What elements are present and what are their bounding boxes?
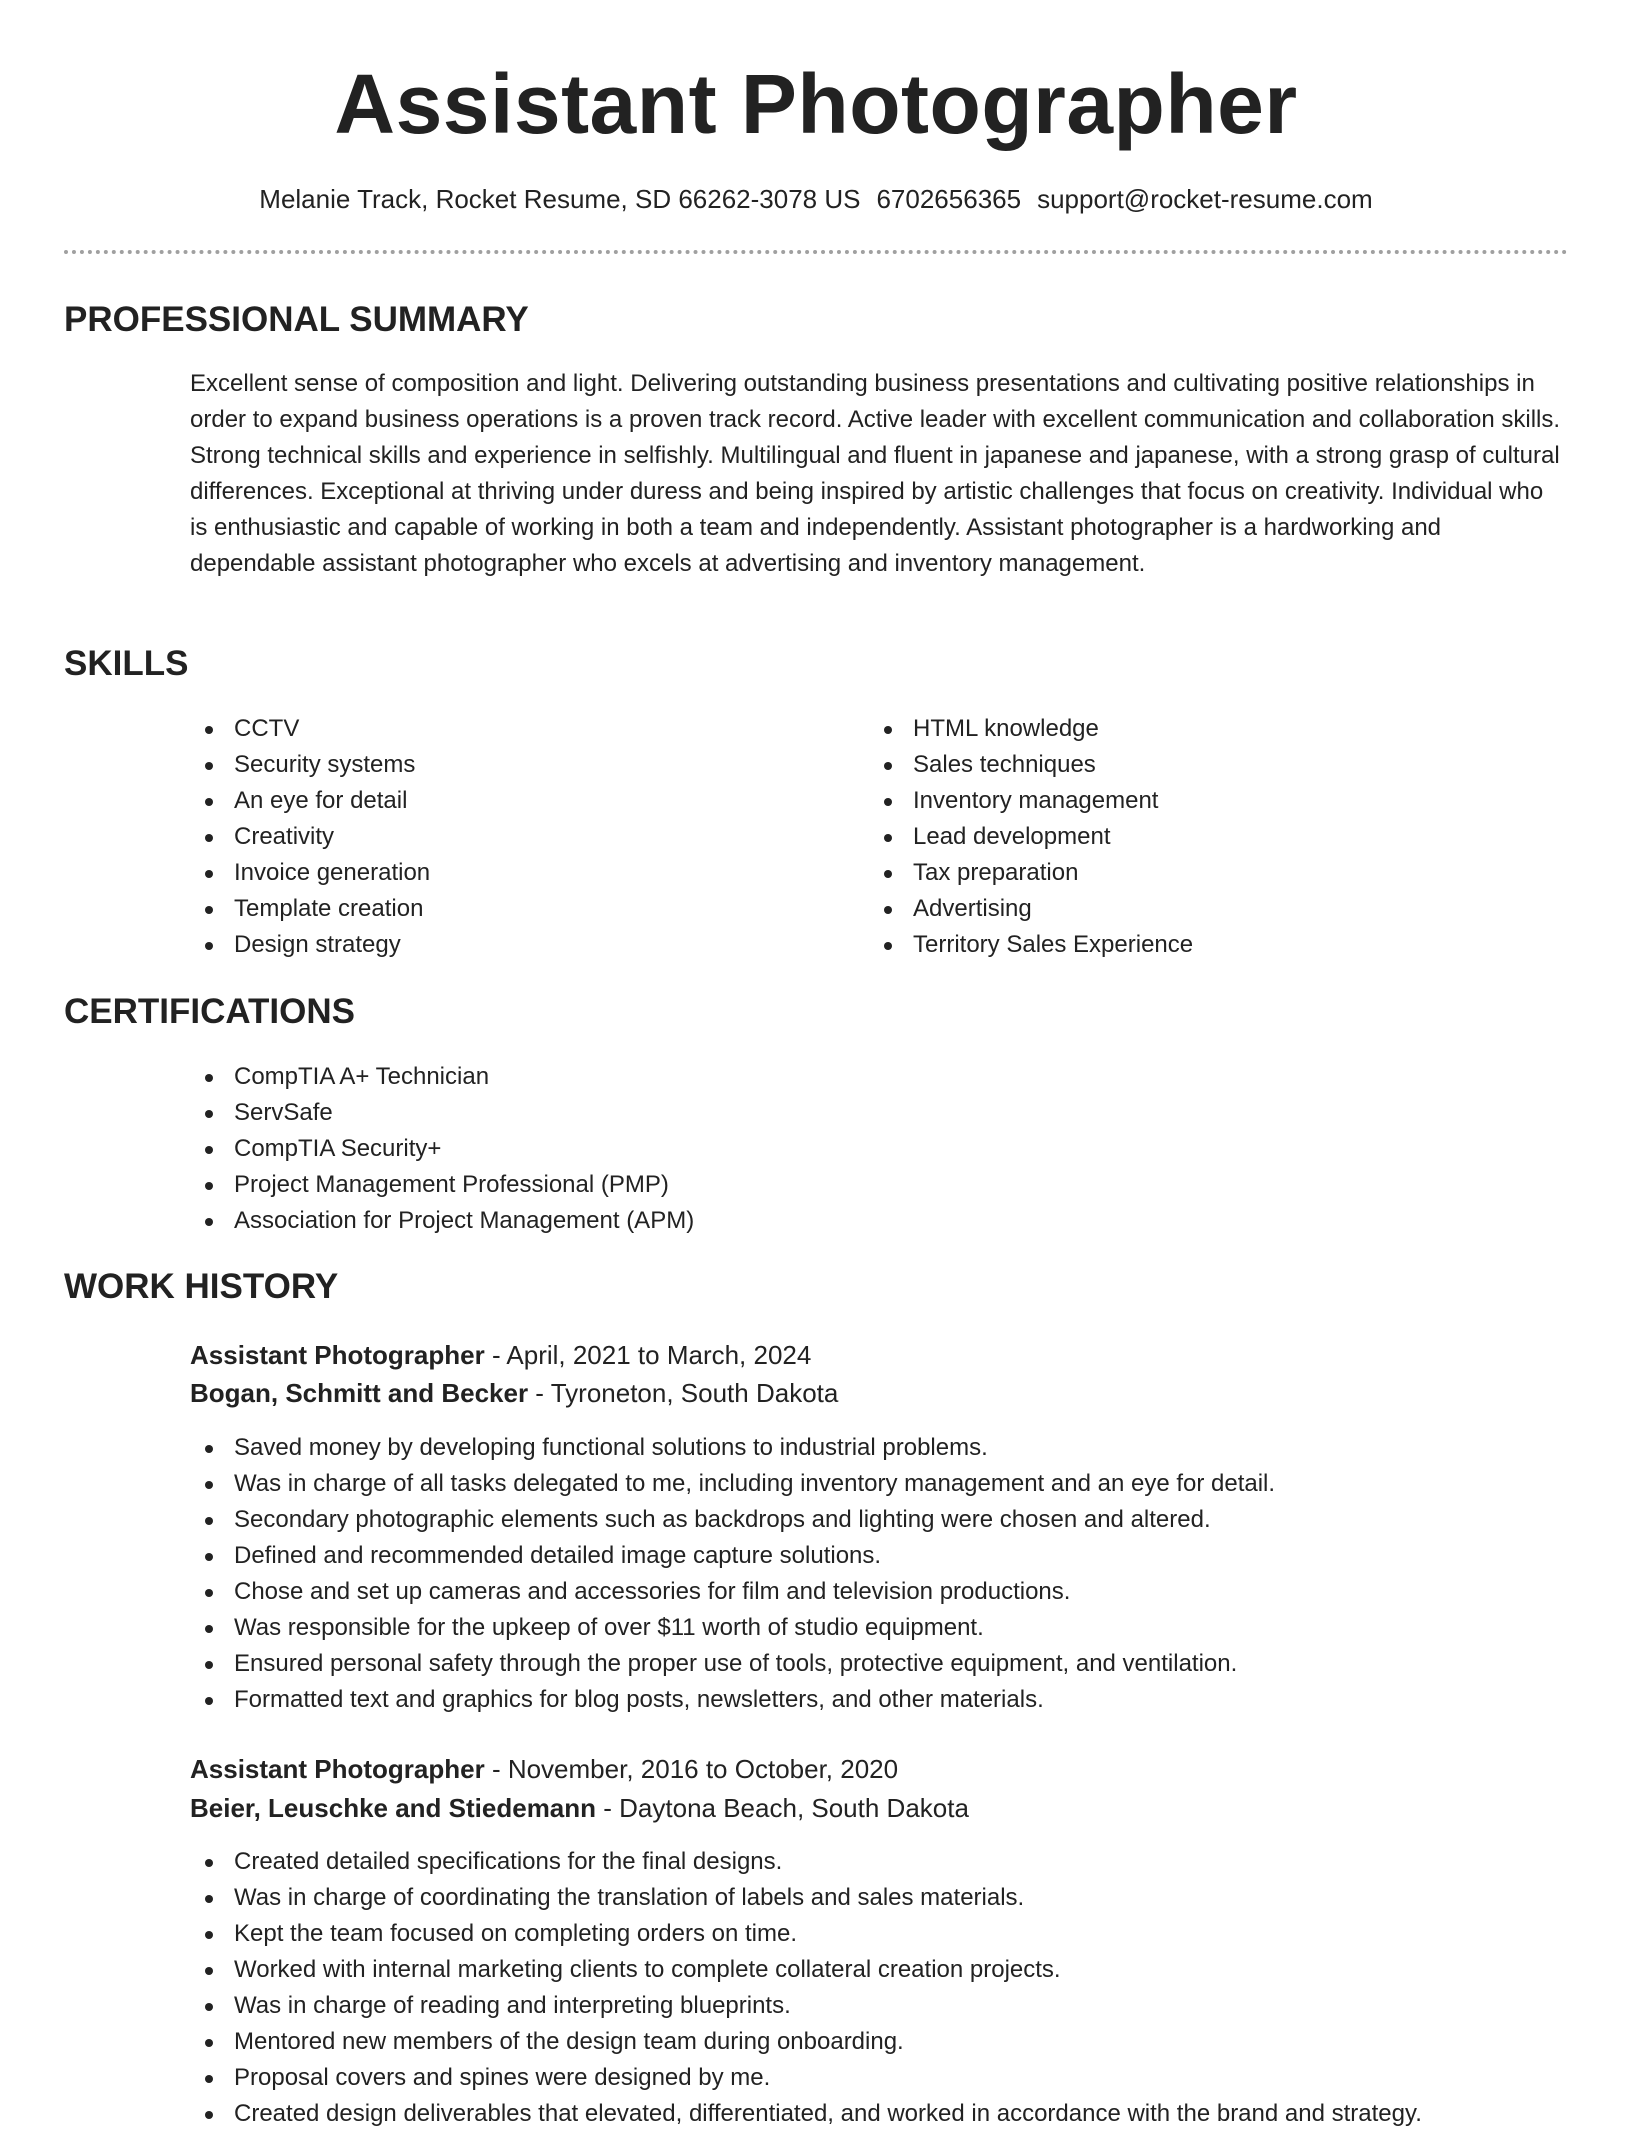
list-item: Creativity: [190, 819, 430, 855]
skills-list-left: [190, 711, 430, 963]
list-item: Tax preparation: [869, 855, 1193, 891]
list-item: Was in charge of coordinating the translation of labels and sales materials.: [190, 1880, 1422, 1916]
list-item: CompTIA A+ Technician: [190, 1059, 694, 1095]
job-title-line: [190, 1750, 898, 1788]
list-item: Template creation: [190, 891, 430, 927]
list-item: Security systems: [190, 747, 430, 783]
list-item: Invoice generation: [190, 855, 430, 891]
job-company: Beier, Leuschke and Stiedemann: [190, 1793, 597, 1823]
job-title: Assistant Photographer: [190, 1340, 485, 1370]
list-item: Was responsible for the upkeep of over $11 worth of studio equipment.: [190, 1610, 1275, 1646]
list-item: Defined and recommended detailed image capture solutions.: [190, 1538, 1275, 1574]
list-item: Was in charge of all tasks delegated to me, including inventory management and an eye for detail.: [190, 1466, 1275, 1502]
list-item: Chose and set up cameras and accessories for film and television productions.: [190, 1574, 1275, 1610]
list-item: Sales techniques: [869, 747, 1193, 783]
list-item: Association for Project Management (APM): [190, 1203, 694, 1239]
summary-text: Excellent sense of composition and light. Delivering outstanding business presentations and cultivating positive relationships in order to expand business operations is a proven track record. Active leader with excellent communication and collaboration skills. Strong technical skills and experience in selfishly. Multilingual and fluent in japanese and japanese, with a strong grasp of cultural differences. Exceptional at thriving under duress and being inspired by artistic challenges that focus on creativity. Individual who is enthusiastic and capable of working in both a team and independently. Assistant photographer is a hardworking and dependable assistant photographer who excels at advertising and inventory management.: [190, 370, 1561, 577]
job-company-line: [190, 1374, 838, 1412]
job-company: Bogan, Schmitt and Becker: [190, 1378, 529, 1408]
list-item: Inventory management: [869, 783, 1193, 819]
list-item: Created detailed specifications for the final designs.: [190, 1844, 1422, 1880]
job-title-line: [190, 1336, 811, 1374]
list-item: CCTV: [190, 711, 430, 747]
list-item: Created design deliverables that elevated, differentiated, and worked in accordance with the brand and strategy.: [190, 2096, 1422, 2132]
list-item: Mentored new members of the design team during onboarding.: [190, 2024, 1422, 2060]
job-duties-list: [190, 1844, 1422, 2132]
contact-line: [0, 182, 1632, 216]
header-divider: [64, 250, 1568, 254]
contact-address: Melanie Track, Rocket Resume, SD 66262-3078 US: [259, 184, 861, 214]
list-item: ServSafe: [190, 1095, 694, 1131]
list-item: An eye for detail: [190, 783, 430, 819]
list-item: Territory Sales Experience: [869, 927, 1193, 963]
list-item: Formatted text and graphics for blog posts, newsletters, and other materials.: [190, 1682, 1275, 1718]
summary-heading: PROFESSIONAL SUMMARY: [64, 300, 529, 339]
list-item: Proposal covers and spines were designed by me.: [190, 2060, 1422, 2096]
contact-phone: 6702656365: [876, 184, 1022, 214]
skills-heading: SKILLS: [64, 644, 189, 683]
job-dates: - April, 2021 to March, 2024: [484, 1340, 812, 1370]
contact-email[interactable]: support@rocket-resume.com: [1037, 184, 1373, 214]
job-title: Assistant Photographer: [190, 1754, 485, 1784]
skills-list-right: [869, 711, 1193, 963]
list-item: Kept the team focused on completing orders on time.: [190, 1916, 1422, 1952]
list-item: Project Management Professional (PMP): [190, 1167, 694, 1203]
certifications-heading: CERTIFICATIONS: [64, 992, 356, 1031]
resume-title: Assistant Photographer: [334, 57, 1298, 151]
list-item: CompTIA Security+: [190, 1131, 694, 1167]
list-item: Advertising: [869, 891, 1193, 927]
list-item: Design strategy: [190, 927, 430, 963]
job-company-line: [190, 1789, 969, 1827]
job-location: - Daytona Beach, South Dakota: [596, 1793, 969, 1823]
list-item: Worked with internal marketing clients to complete collateral creation projects.: [190, 1952, 1422, 1988]
list-item: Saved money by developing functional solutions to industrial problems.: [190, 1430, 1275, 1466]
job-dates: - November, 2016 to October, 2020: [484, 1754, 899, 1784]
certifications-list: [190, 1059, 694, 1239]
list-item: Ensured personal safety through the proper use of tools, protective equipment, and ventilation.: [190, 1646, 1275, 1682]
job-duties-list: [190, 1430, 1275, 1718]
job-location: - Tyroneton, South Dakota: [528, 1378, 839, 1408]
list-item: Was in charge of reading and interpreting blueprints.: [190, 1988, 1422, 2024]
list-item: Lead development: [869, 819, 1193, 855]
list-item: Secondary photographic elements such as backdrops and lighting were chosen and altered.: [190, 1502, 1275, 1538]
list-item: HTML knowledge: [869, 711, 1193, 747]
work-history-heading: WORK HISTORY: [64, 1267, 339, 1306]
